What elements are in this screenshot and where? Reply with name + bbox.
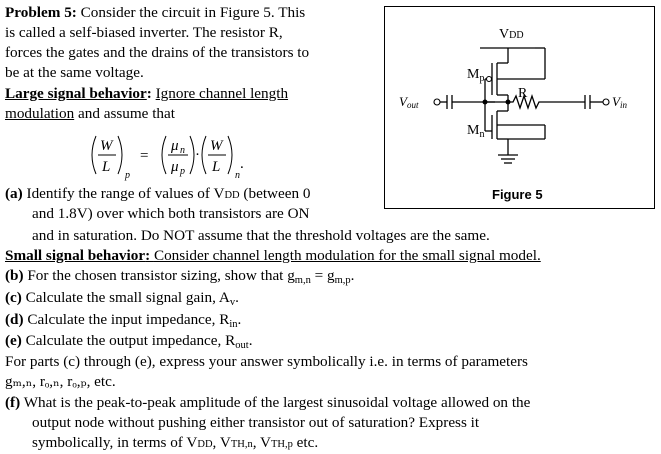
mn-label: $M_n$ [467,123,485,140]
note-line-2: gₘ,ₙ, rₒ,ₙ, rₒ,ₚ, etc. [5,373,116,390]
part-f-line-1: (f) What is the peak-to-peak amplitude of the largest sinusoidal voltage allowed on the [5,394,531,411]
part-e-line: (e) Calculate the output impedance, Rout. [5,332,253,351]
part-a-line-3: and in saturation. Do NOT assume that the threshold voltages are the same. [32,227,490,244]
mp-label: $M_p$ [467,67,485,84]
large-signal-heading: Large signal behavior [5,85,147,102]
eq-w-p: W [100,138,113,154]
small-signal-line: Small signal behavior: Consider channel length modulation for the small signal model. [5,247,541,264]
problem-intro-line-2: is called a self-biased inverter. The resistor R, [5,24,283,41]
svg-text:p: p [125,170,130,181]
part-d-line: (d) Calculate the input impedance, Rin. [5,311,242,330]
svg-text:μ: μ [171,159,179,175]
part-b-line: (b) For the chosen transistor sizing, show that gm,n = gm,p. [5,267,355,286]
eq-l-p: L [102,159,111,175]
part-a-line-1: (a) Identify the range of values of VDD (between 0 [5,185,311,202]
problem-intro-line-1: Problem 5: Consider the circuit in Figure 5. This [5,4,306,21]
small-signal-heading: Small signal behavior [5,247,146,264]
circuit-schematic [385,7,656,210]
vin-label: Vin [612,94,627,110]
large-signal-line-2: modulation and assume that [5,105,175,122]
large-signal-line: Large signal behavior: Ignore channel length [5,85,289,102]
part-c-line: (c) Calculate the small signal gain, Av. [5,289,239,308]
vout-label: Vout [399,94,419,110]
problem-intro-line-3: forces the gates and the drains of the transistors to [5,44,310,61]
resistor-label: R [518,86,528,101]
part-f-line-3: symbolically, in terms of VDD, VTH,n, VTH,p etc. [32,434,319,451]
problem-intro-line-4: be at the same voltage. [5,64,144,81]
svg-text:.: . [240,156,244,172]
svg-text:L: L [212,159,221,175]
svg-text:·: · [195,147,200,163]
part-f-line-2: output node without pushing either transistor out of saturation? Express it [32,414,480,431]
note-line-1: For parts (c) through (e), express your answer symbolically i.e. in terms of parameters [5,353,528,370]
svg-text:W: W [210,138,223,154]
vdd-label: VDD [499,27,524,42]
svg-text:=: = [140,148,149,164]
figure-caption: Figure 5 [492,187,543,202]
part-a-line-2: and 1.8V) over which both transistors are ON [32,205,310,222]
problem-label: Problem 5: [5,4,77,21]
svg-text:n: n [235,170,240,181]
svg-text:p: p [180,166,185,177]
figure-5 [384,6,655,209]
svg-text:μ: μ [171,138,179,154]
svg-text:n: n [180,145,185,156]
sizing-equation [88,131,288,181]
